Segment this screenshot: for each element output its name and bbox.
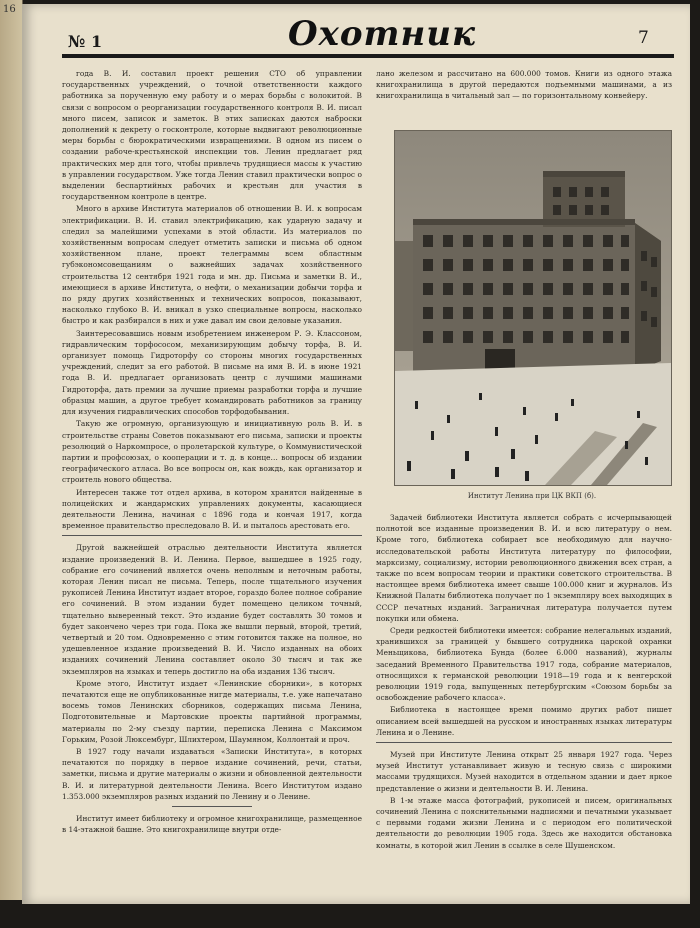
previous-page-number: 16 <box>3 4 16 15</box>
left-column <box>62 68 362 890</box>
left-paragraph-8: В 1927 году начали издаваться «Записки Института», в которых печатаются по порядку в первое издание сочинений, речи, статьи, заметки, письма и другие материалы о жизни и обновленной деятельности В. И. и литературной деятельности Ленина. Всего Институтом издано 1.353.000 экземпляров разных изданий по Ленину и о Ленине. <box>62 746 362 801</box>
right-paragraph-4: Музей при Институте Ленина открыт 25 января 1927 года. Через музей Институт устанавливает живую и тесную связь с широкими массами трудящихся. Музей находится в отдельном здании и дает яркое представление о жизни и деятельности В. И. Ленина. <box>376 750 672 793</box>
left-paragraph-5: Интересен также тот отдел архива, в котором хранятся найденные в полицейских и жандармских управлениях документы, касающиеся деятельности Ленина, начиная с 1896 года и кончая 1917, когда временное правительство преследовало В. И. и пыталось арестовать его. <box>62 487 362 531</box>
issue-number: № 1 <box>68 32 103 51</box>
section-divider <box>62 535 362 536</box>
institute-building-photo <box>394 130 672 486</box>
left-paragraph-7: Кроме этого, Институт издает «Ленинские сборники», в которых печатаются еще не опубликованные нигде материалы, т.е. уже напечатано восемь томов Ленинских сборников, содержащих письма Ленина, Подготовительные и Мартовские проекты партийной программы, материалы по 2-му съезду партии, переписка Ленина с Максимом Горьким, Розой Люксембург, Шлихтером, Шаумяном, Коллонтай и проч. <box>62 678 362 744</box>
right-paragraph-1: Задачей библиотеки Института является собрать с исчерпывающей полнотой все изданные произведения В. И. и всю литературу о нем. Кроме того, библиотека собирает все необходимую для научно-исследовательской работы Института литературу по философии, марксизму, социализму, истории революционного движения всех стран, а также по всем вопросам теории и практики советского строительства. В настоящее время библиотека имеет свыше 100.000 книг и журналов. Из Книжной Палаты библиотека получает по 1 экземпляру всех выходящих в СССР печатных изданий. Заграничная литература получается путем покупки или обмена. <box>376 513 672 623</box>
left-paragraph-3: Заинтересовавшись новым изобретением инженером Р. Э. Классоном, гидравлическим торфососом, механизирующим добычу торфа, В. И. организует помощь Гидроторфу со стороны многих государственных учреждений, следит за его работой. В письме на имя В. И. в июне 1921 года В. И. предлагает организовать центр с лучшими машинами Гидроторфа, дать премии за лучшие приемы разработки торфа и лучшие образцы машин, а другое требует командировать работников за границу для изучения гидравлических способов торфодобывания. <box>62 328 362 417</box>
section-divider-short <box>172 806 252 807</box>
right-paragraph-5: В 1-м этаже масса фотографий, рукописей и писем, оригинальных сочинений Ленина с пояснительными надписями и печатными указывает с первыми годами жизни Ленина и с периодом его политической деятельности до революции 1905 года. Здесь же находится обстановка комнаты, в которой жил Ленин в ссылке в селе Шушенском. <box>376 795 672 850</box>
left-paragraph-9: Институт имеет библиотеку и огромное книгохранилище, размещенное в 14-этажной башне. Это книгохранилище внутри отде- <box>62 814 362 835</box>
magazine-page <box>22 4 690 904</box>
magazine-title: Охотник <box>287 14 477 54</box>
right-paragraph-3: Библиотека в настоящее время помимо других работ пишет описанием всей вышедшей на русском и иностранных языках литературы Ленина и о Ленине. <box>376 705 672 737</box>
left-paragraph-4: Такую же огромную, организующую и инициативную роль В. И. в строительстве страны Советов показывают его письма, записки и проекты резолюций о Наркомпросе, о пролетарской культуре, о Коммунистической партии и профсоюзах, о кооперации и т. д. в конце… вопросы об издании географического атласа. Во все вопросы он, как вождь, как организатор и строитель нового общества. <box>62 419 362 485</box>
building-illustration <box>395 131 671 485</box>
photo-caption: Институт Ленина при ЦК ВКП (б). <box>467 492 597 500</box>
right-column-top <box>376 68 672 122</box>
previous-page-edge <box>0 0 23 900</box>
right-section-divider <box>376 742 672 743</box>
right-top-paragraph: лано железом и рассчитано на 600.000 томов. Книги из одного этажа книгохранилища в другой передаются подъемными машинами, а из книгохранилища в читальный зал — по горизонтальному конвейеру. <box>376 69 672 101</box>
right-column-bottom <box>376 512 672 892</box>
left-paragraph-1: года В. И. составил проект решения СТО об управлении государственных учреждений, о точной ответственности каждого работника за порученную ему работу и о мерах борьбы с волокитой. В связи с вопросом о реорганизации государственного контроля В. И. писал много писем, записок и заметок. В этих записках даются наброски дополнений к декрету о госконтроле, которые выдвигают революционные меры борьбы с бюрократическими извращениями. В одном из писем о создании рабоче-крестьянской инспекции тов. Ленин предлагает ряд практических мер для того, чтобы привлечь трудящиеся массы к участию в управлении государством. Уже тогда Ленин ставил практически вопрос о выделении беспартийных рабочих и крестьян для участия в государственном контроле в центре. <box>62 69 362 202</box>
page-number: 7 <box>638 28 649 48</box>
right-paragraph-2: Среди редкостей библиотеки имеется: собрание нелегальных изданий, хранившихся за границей у бывшего сотрудника царской охранки Меньщикова, библиотека Бунда (более 6.000 названий), журналы заседаний Временного Правительства 1917 года, собрание материалов, относящихся к германской революции 1918—19 года и к венгерской революции 1919 года, выпущенных петербургским «Союзом борьбы за освобождение рабочего класса». <box>376 626 672 703</box>
left-paragraph-6: Другой важнейшей отраслью деятельности Института является издание произведений В. И. Ленина. Первое, вышедшее в 1925 году, собрание его сочинений является очень неполным и неточным работы, которая Ленин писал не письма. Теперь, после тщательного изучения рукописей Ленина Институт издает второе, гораздо более полное собрание его сочинений. В этом издании будет помещено целиком точный, тщательно выверенный текст. Это издание будет составлять 30 томов и будет закончено через три года. Пока же вышли первый, второй, третий, четвертый и 20 том. Одновременно с этим готовится также на полное, но удешевленное издание произведений В. И. Число изданных на обоих изданиях сочинений Ленина составляет около 30 тысяч и так же экземпляров на языках и теперь достигло на оба издания 136 тысяч. <box>62 543 362 676</box>
header-rule <box>62 54 674 58</box>
left-paragraph-2: Много в архиве Института материалов об отношении В. И. к вопросам электрификации. В. И. ставил электрификацию, как ударную задачу и следил за малейшими успехами в этой области. Из материалов по хозяйственным вопросам следует отметить записки и письма об одном хозяйственном плане, проект телеграммы всем областным губэкономсовещаниям о важнейших задачах хозяйственного строительства 12 сентября 1921 года и мн. др. Письма и заметки В. И., имеющиеся в архиве Института, о нефти, о механизации добычи торфа и по ряду других хозяйственных и технических вопросов, показывают, насколько глубоко В. И. вникал в узко специальные вопросы, насколько быстро и как разбирался в них и уже давал им свои деловые указания. <box>62 204 362 326</box>
